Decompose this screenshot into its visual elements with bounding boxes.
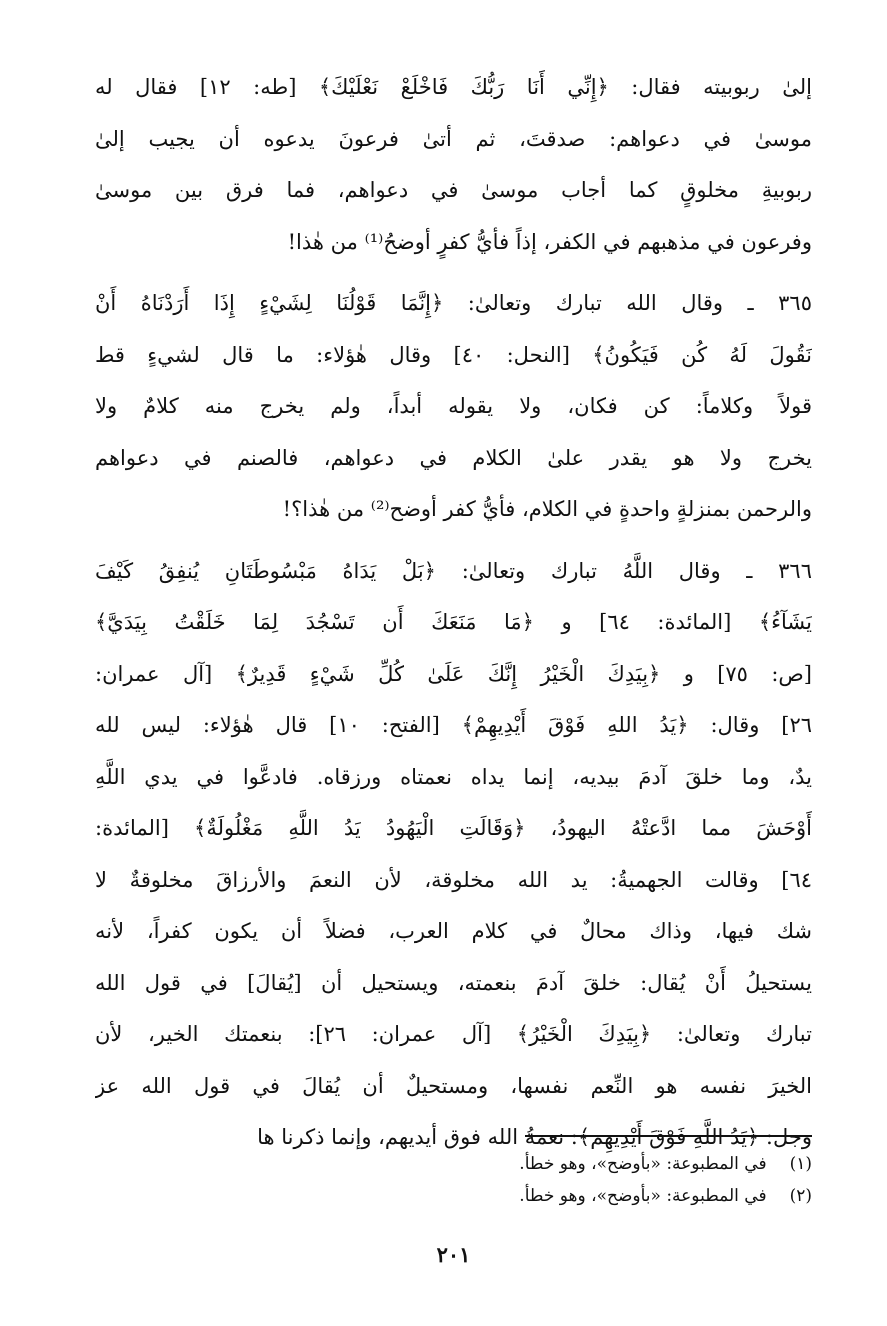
text-line: وجل: ﴿يَدُ اللَّهِ فَوْقَ أَيْدِيهِم﴾: نعمةُ الله فوق أيديهم، وإنما ذكرنا ها	[257, 1125, 812, 1149]
book-page	[95, 62, 812, 1302]
text-line: ٦٤] وقالت الجهميةُ: يد الله مخلوقة، لأن النعمَ والأرزاقَ مخلوقةٌ لا	[95, 867, 812, 892]
footnote-text: في المطبوعة: «بأوضح»، وهو خطأ.	[519, 1154, 767, 1174]
text-line: موسىٰ في دعواهم: صدقتَ، ثم أتىٰ فرعونَ يدعوه أن يجيب إلىٰ	[95, 126, 812, 151]
text-line: أَوْحَشَ مما ادَّعتْهُ اليهودُ، ﴿وَقَالَتِ الْيَهُودُ يَدُ اللَّهِ مَغْلُولَةٌ﴾ [المائدة:	[95, 816, 812, 840]
text-line: يَشَآءُ﴾ [المائدة: ٦٤] و ﴿مَا مَنَعَكَ أَن تَسْجُدَ لِمَا خَلَقْتُ بِيَدَيَّ﴾	[95, 610, 812, 634]
text-line: شك فيها، وذاك محالٌ في كلام العرب، فضلاً أن يكون كفراً، لأنه	[95, 919, 812, 943]
text-line: [ص: ٧٥] و ﴿بِيَدِكَ الْخَيْرُ إِنَّكَ عَلَىٰ كُلِّ شَيْءٍ قَدِيرٌ﴾ [آل عمران:	[95, 661, 812, 686]
paragraph-continuation	[95, 62, 812, 268]
text-line: ربوبيةِ مخلوقٍ كما أجاب موسىٰ في دعواهم، فما فرق بين موسىٰ	[95, 178, 812, 202]
paragraph-366	[95, 546, 812, 1164]
text-line: يخرج ولا هو يقدر علىٰ الكلام في دعواهم، فالصنم في دعواهم	[95, 445, 812, 470]
paragraph-365	[95, 278, 812, 536]
text-line: ٣٦٦ ـ وقال اللَّهُ تبارك وتعالىٰ: ﴿بَلْ يَدَاهُ مَبْسُوطَتَانِ يُنفِقُ كَيْفَ	[95, 558, 812, 583]
footnote-number: (١)	[789, 1154, 812, 1174]
text-line: إلىٰ ربوبيته فقال: ﴿إِنِّي أَنَا رَبُّكَ فَاخْلَعْ نَعْلَيْكَ﴾ [طه: ١٢] فقال له	[95, 75, 812, 99]
text-line: يدٌ، وما خلقَ آدمَ بيديه، إنما يداه نعمتاه ورزقاه. فادعَّوا في يدي اللَّهِ	[95, 764, 812, 789]
footnote-text: في المطبوعة: «بأوضح»، وهو خطأ.	[519, 1186, 767, 1206]
footnote-1	[95, 1148, 812, 1180]
text-line: والرحمن بمنزلةٍ واحدةٍ في الكلام، فأيُّ كفر أوضح⁽²⁾ من هٰذا؟!	[282, 497, 812, 521]
text-line: ٣٦٥ ـ وقال الله تبارك وتعالىٰ: ﴿إِنَّمَا قَوْلُنَا لِشَيْءٍ إِذَا أَرَدْنَاهُ أَنْ	[95, 291, 812, 315]
text-line: نَقُولَ لَهُ كُن فَيَكُونُ﴾ [النحل: ٤٠] وقال هٰؤلاء: ما قال لشيءٍ قط	[95, 342, 812, 367]
text-line: ٢٦] وقال: ﴿يَدُ اللهِ فَوْقَ أَيْدِيهِمْ﴾ [الفتح: ١٠] قال هٰؤلاء: ليس لله	[95, 713, 812, 737]
footnote-number: (٢)	[789, 1186, 812, 1206]
text-line: قولاً وكلاماً: كن فكان، ولا يقوله أبداً، ولم يخرج منه كلامٌ ولا	[95, 394, 812, 418]
footnote-2	[95, 1180, 812, 1212]
page-number: ٢٠١	[436, 1242, 471, 1267]
footnotes	[95, 1148, 812, 1212]
text-line: يستحيلُ أَنْ يُقال: خلقَ آدمَ بنعمته، ويستحيل أن [يُقالَ] في قول الله	[95, 970, 812, 995]
text-line: وفرعون في مذهبهم في الكفر، إذاً فأيُّ كفرٍ أوضحُ⁽¹⁾ من هٰذا!	[287, 229, 812, 254]
footnote-divider	[525, 1135, 812, 1137]
text-line: تبارك وتعالىٰ: ﴿بِيَدِكَ الْخَيْرُ﴾ [آل عمران: ٢٦]: بنعمتك الخير، لأن	[95, 1022, 812, 1046]
main-text	[95, 62, 812, 1164]
text-line: الخيرَ نفسه هو النِّعم نفسها، ومستحيلٌ أن يُقالَ في قول الله عز	[95, 1073, 812, 1098]
